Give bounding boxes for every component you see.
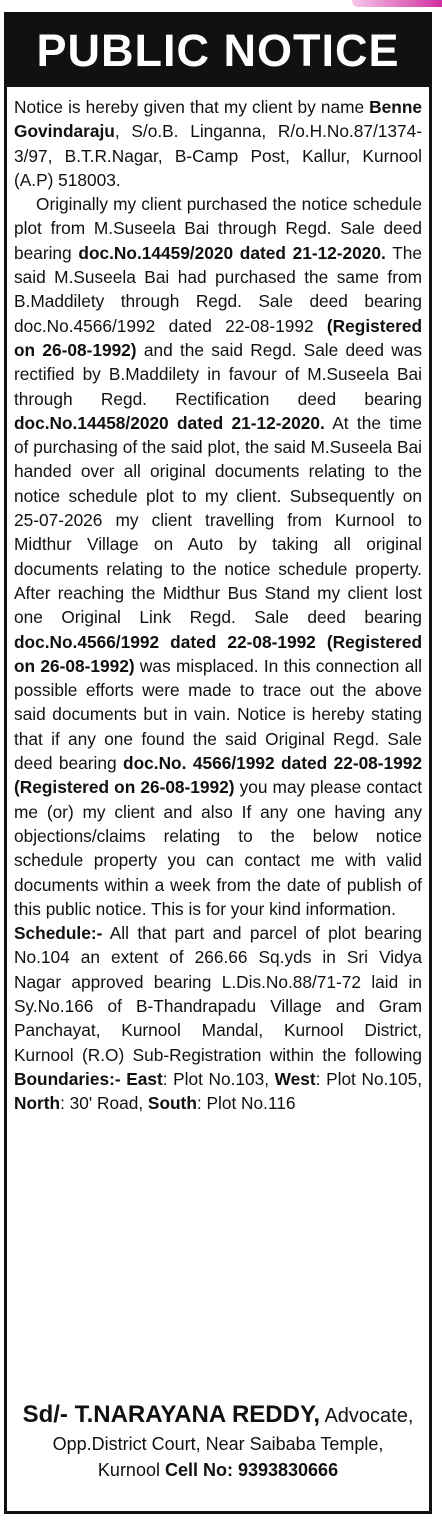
- east-label: East: [120, 1068, 163, 1089]
- public-notice-frame: [4, 12, 432, 1514]
- notice-body: [14, 95, 422, 1115]
- signature-line: [7, 1400, 429, 1431]
- schedule-text: All that part and parcel of plot bearing No.104 an extent of 266.66 Sq.yds in Sri Vidya Nagar approved bearing L.Dis.No.88/71-72 laid in Sy.No.166 of B-Thandrapadu Village and Gram Panchayat, Kurnool Mandal, Kurnool District, Kurnool (R.O) Sub-Registration within the following: [14, 923, 422, 1065]
- south-label: South: [147, 1093, 197, 1114]
- intro-text: Notice is hereby given that my client by name: [14, 97, 370, 117]
- north-value: : 30' Road,: [60, 1093, 148, 1114]
- doc-ref-2: doc.No.14458/2020 dated 21-12-2020.: [14, 412, 325, 433]
- details-paragraph: [14, 192, 422, 921]
- advocate-role: Advocate,: [319, 1405, 414, 1427]
- notice-title: PUBLIC NOTICE: [7, 15, 429, 87]
- registered-date-1: (Registered on 26-08-1992): [14, 315, 422, 360]
- advocate-contact: [7, 1457, 429, 1483]
- intro-paragraph: [14, 95, 422, 192]
- details-text-i: was misplaced. In this connection all possible efforts were made to trace out the above said documents but in vain. Notice is hereby stating that if any one found the said Original Regd. Sale deed bearing: [14, 655, 422, 774]
- south-value: : Plot No.116: [196, 1093, 296, 1114]
- signature-block: [7, 1400, 429, 1483]
- advocate-name: Sd/- T.NARAYANA REDDY,: [22, 1401, 320, 1428]
- north-label: North: [14, 1093, 61, 1114]
- doc-ref-1: doc.No.14459/2020 dated 21-12-2020.: [78, 242, 386, 263]
- details-text-c: The said M.Suseela Bai had purchased the same from B.Maddilety through Regd. Sale deed bearing doc.No.4566/1992 dated 22-08-1992: [14, 242, 422, 336]
- cell-number: Cell No: 9393830666: [164, 1460, 339, 1480]
- details-text-a: Originally my client purchased the notice schedule plot from M.Suseela Bai through Regd. Sale deed bearing: [14, 194, 422, 263]
- west-value: : Plot No.105,: [315, 1068, 422, 1089]
- schedule-paragraph: [14, 921, 422, 1115]
- schedule-label: Schedule:-: [14, 923, 103, 944]
- lost-doc-ref-2: doc.No. 4566/1992 dated 22-08-1992 (Registered on 26-08-1992): [14, 753, 422, 798]
- accent-ribbon: [352, 0, 442, 7]
- details-text-k: you may please contact me (or) my client and also If any one having any objections/claims relating to the below notice schedule property you can contact me with valid documents within a week from the date of publish of this public notice. This is for your kind information.: [14, 777, 422, 919]
- east-value: : Plot No.103,: [162, 1068, 275, 1089]
- advocate-address: Opp.District Court, Near Saibaba Temple,: [52, 1434, 384, 1454]
- details-text-e: and the said Regd. Sale deed was rectified by B.Maddilety in favour of M.Suseela Bai through Regd. Rectification deed bearing: [14, 339, 422, 409]
- advocate-city: Kurnool: [97, 1460, 165, 1480]
- top-strip: [0, 0, 442, 10]
- client-name: Benne Govindaraju: [14, 97, 422, 142]
- details-text-g: At the time of purchasing of the said plot, the said M.Suseela Bai handed over all original documents relating to the notice schedule plot to my client. Subsequently on 25-07-2026 my client travelling from Kurnool to Midthur Village on Auto by taking all original documents relating to the notice schedule property. After reaching the Midthur Bus Stand my client lost one Original Link Regd. Sale deed bearing: [14, 412, 422, 628]
- client-address: , S/o.B. Linganna, R/o.H.No.87/1374-3/97, B.T.R.Nagar, B-Camp Post, Kallur, Kurnool (A.P) 518003.: [14, 121, 422, 190]
- west-label: West: [274, 1068, 316, 1089]
- boundaries-label: Boundaries:-: [14, 1068, 121, 1089]
- lost-doc-ref: doc.No.4566/1992 dated 22-08-1992 (Registered on 26-08-1992): [14, 631, 422, 676]
